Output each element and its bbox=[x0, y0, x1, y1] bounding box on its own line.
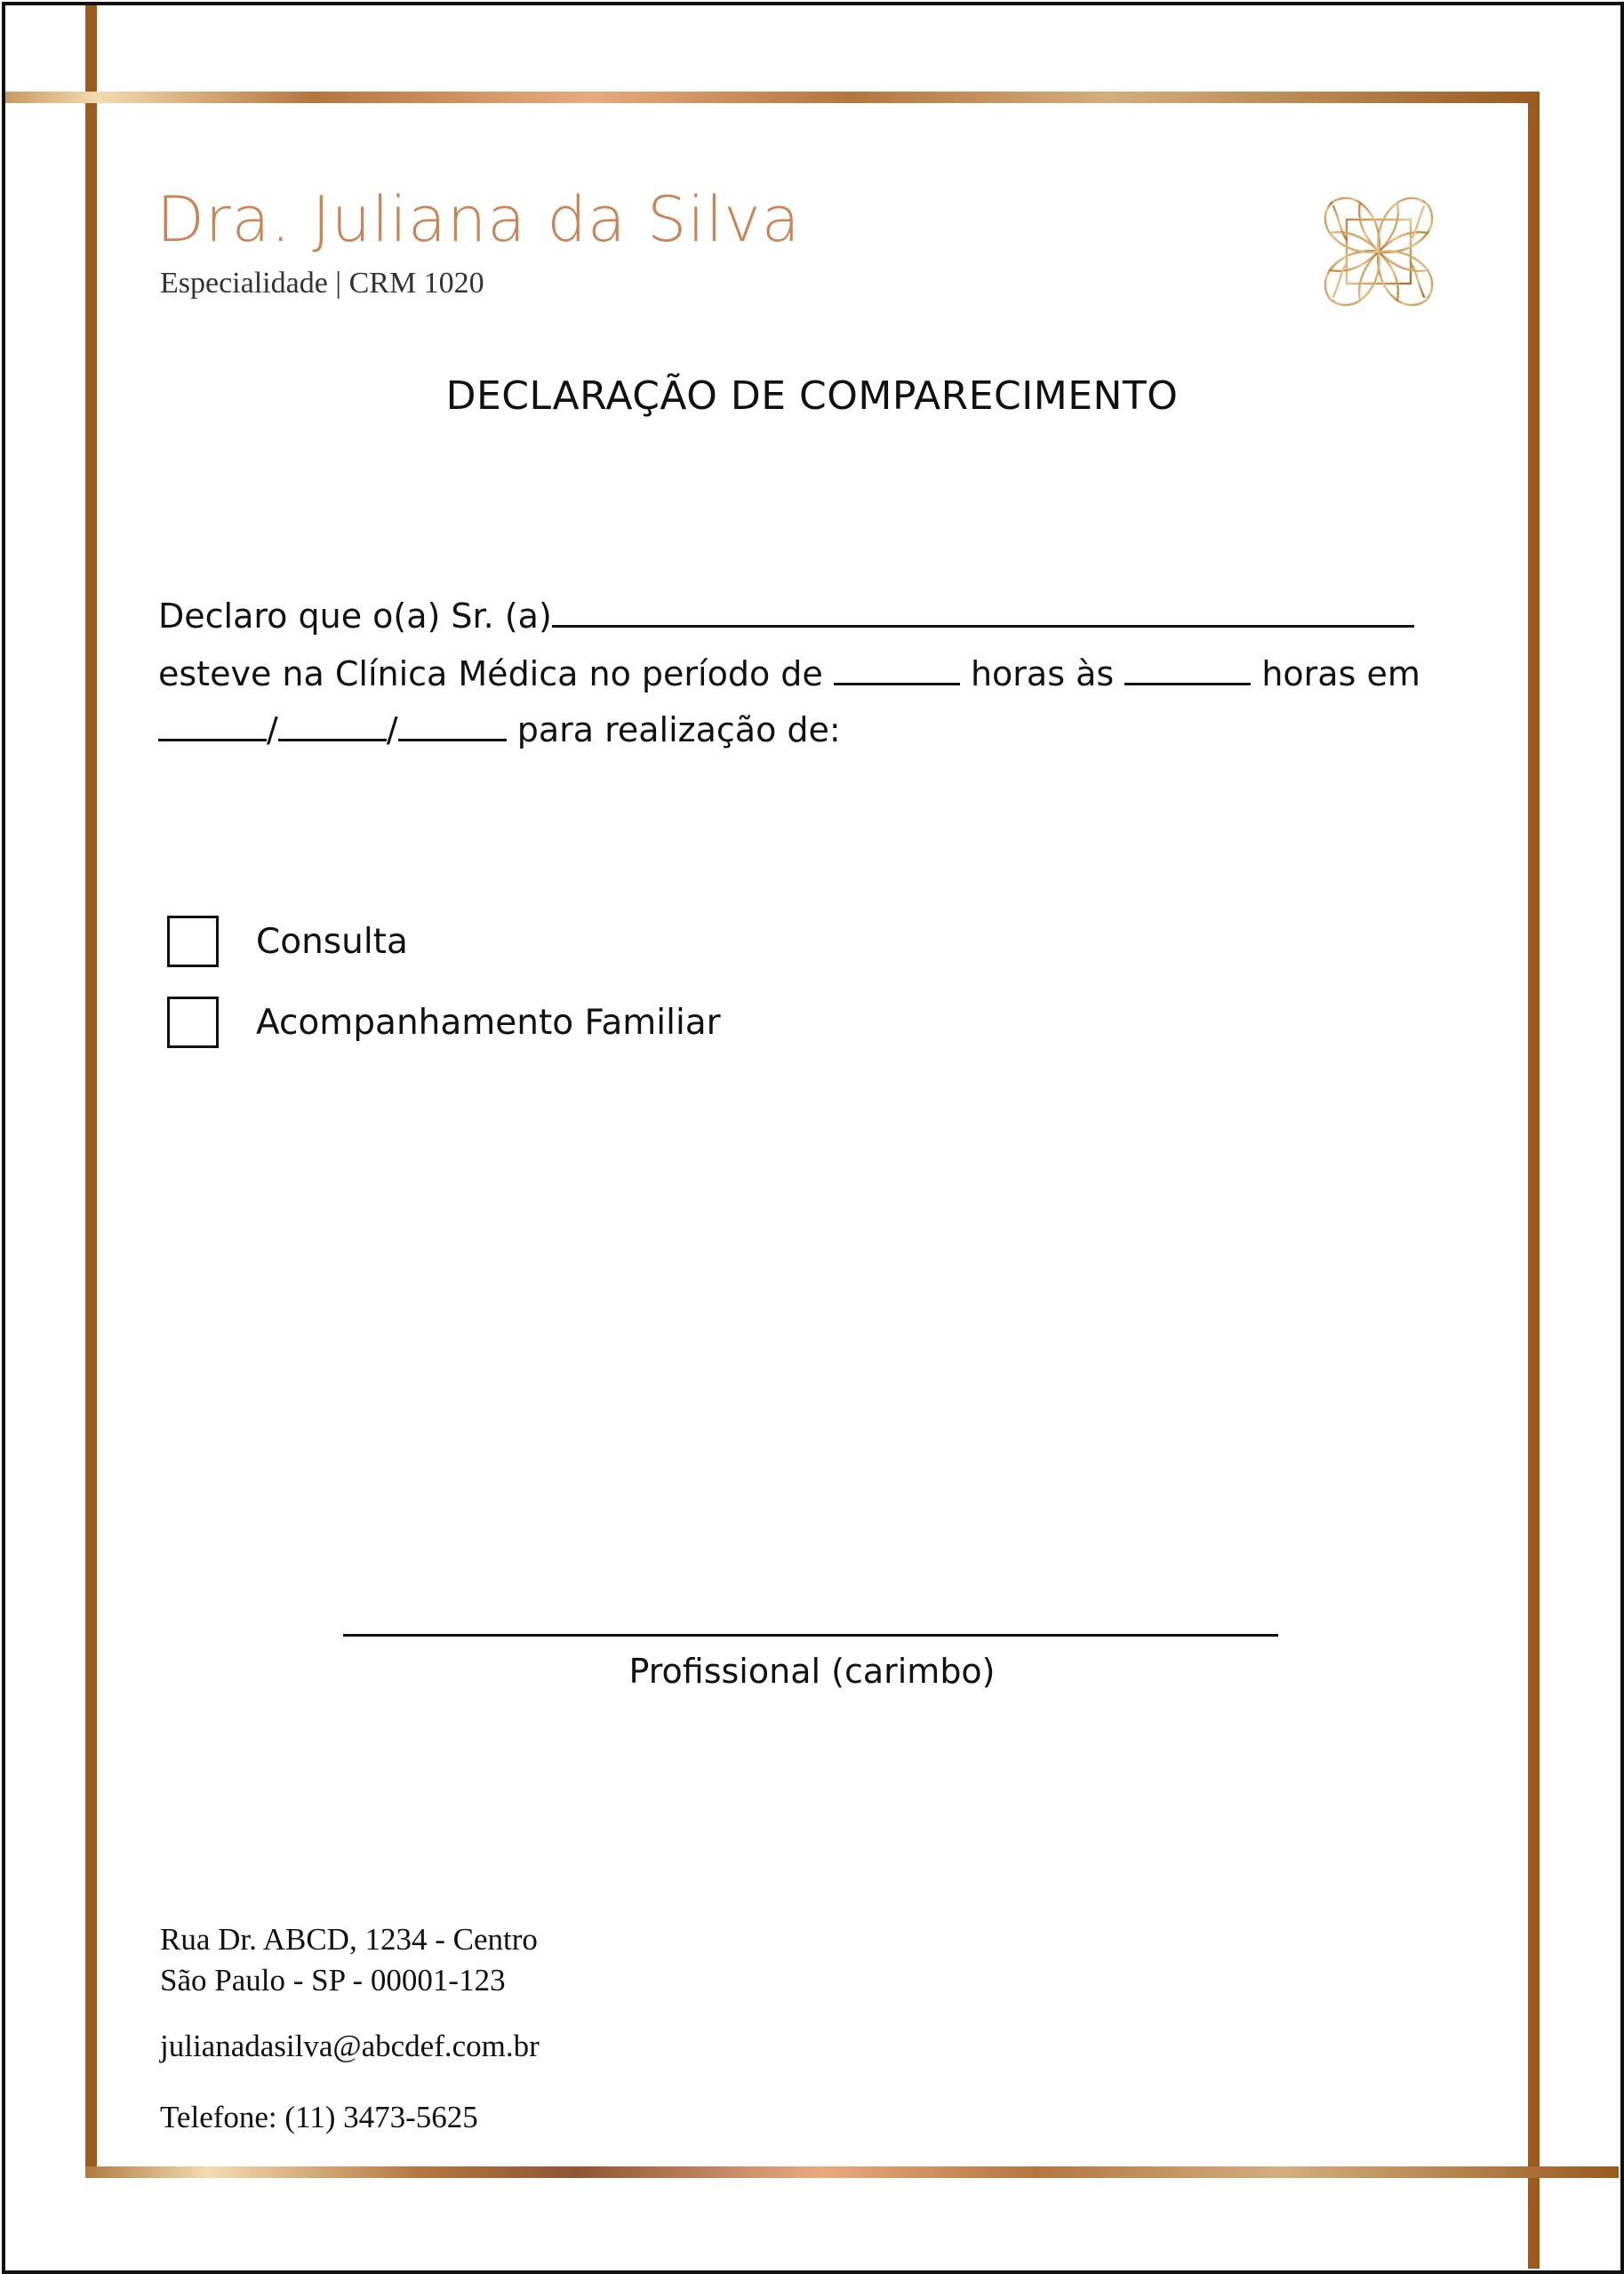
purpose-text: para realização de: bbox=[506, 710, 841, 749]
frame-top-bar bbox=[5, 92, 1540, 103]
start-time-blank[interactable] bbox=[834, 647, 960, 685]
signature-line bbox=[343, 1634, 1278, 1637]
period-text: esteve na Clínica Médica no período de bbox=[158, 654, 834, 693]
date-separator-1: / bbox=[267, 710, 278, 749]
declaration-line-1 bbox=[158, 589, 1414, 636]
specialty-crm: Especialidade | CRM 1020 bbox=[160, 267, 484, 300]
patient-name-blank[interactable] bbox=[552, 589, 1414, 628]
hours-until-text: horas às bbox=[959, 654, 1125, 693]
date-month-blank[interactable] bbox=[278, 703, 387, 741]
phone-text: Telefone: (11) 3473-5625 bbox=[160, 2100, 478, 2134]
consulta-label: Consulta bbox=[256, 921, 408, 962]
option-acompanhamento-familiar[interactable] bbox=[167, 995, 721, 1050]
signature-label: Profissional (carimbo) bbox=[628, 1652, 996, 1691]
declaration-line-3 bbox=[158, 703, 841, 749]
address-line-1: Rua Dr. ABCD, 1234 - Centro bbox=[160, 1922, 538, 1957]
email-text: julianadasilva@abcdef.com.br bbox=[160, 2029, 540, 2063]
consulta-checkbox[interactable] bbox=[167, 916, 219, 967]
frame-bottom-bar bbox=[85, 2166, 1619, 2178]
end-time-blank[interactable] bbox=[1124, 647, 1251, 685]
address-line-2: São Paulo - SP - 00001-123 bbox=[160, 1963, 506, 1998]
date-day-blank[interactable] bbox=[158, 703, 267, 741]
acompanhamento-familiar-label: Acompanhamento Familiar bbox=[256, 1002, 721, 1043]
frame-left-bar bbox=[85, 5, 97, 2178]
doctor-name: Dra. Juliana da Silva bbox=[156, 183, 801, 256]
date-separator-2: / bbox=[386, 710, 398, 749]
declaration-prefix: Declaro que o(a) Sr. (a) bbox=[158, 597, 552, 636]
hours-on-text: horas em bbox=[1251, 654, 1420, 693]
declaration-line-2 bbox=[158, 647, 1420, 693]
document-title: DECLARAÇÃO DE COMPARECIMENTO bbox=[445, 373, 1179, 419]
acompanhamento-familiar-checkbox[interactable] bbox=[167, 997, 219, 1048]
ornamental-leaf-logo-icon bbox=[1314, 187, 1444, 316]
option-consulta[interactable] bbox=[167, 914, 408, 969]
date-year-blank[interactable] bbox=[398, 703, 507, 741]
